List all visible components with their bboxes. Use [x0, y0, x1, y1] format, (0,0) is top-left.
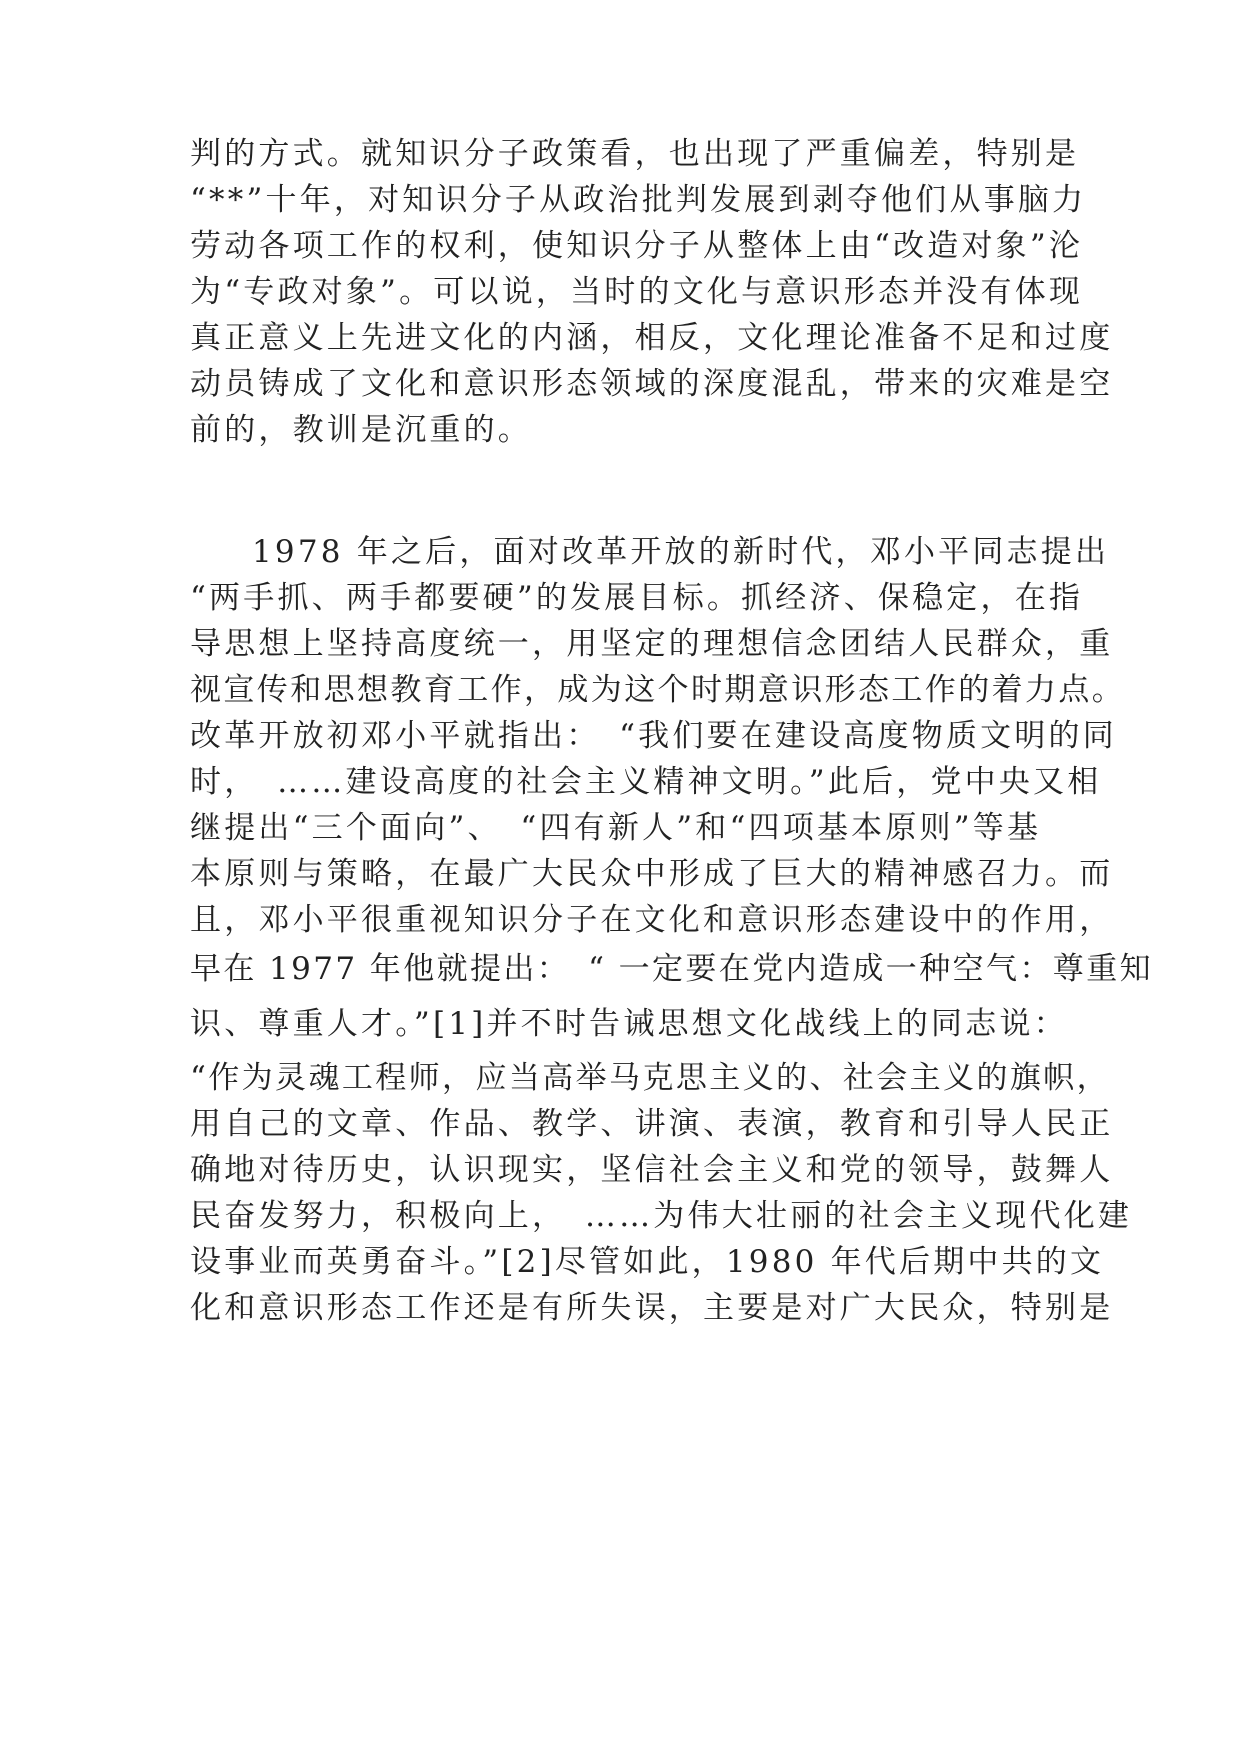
text-line: 劳动各项工作的权利，使知识分子从整体上由“改造对象”沦 [190, 228, 1084, 264]
text-line: 为“专政对象”。可以说，当时的文化与意识形态并没有体现 [190, 274, 1084, 310]
text-line: 时， ……建设高度的社会主义精神文明。”此后，党中央又相 [190, 764, 1102, 800]
text-line: 动员铸成了文化和意识形态领域的深度混乱，带来的灾难是空 [190, 366, 1114, 402]
text-line: “两手抓、两手都要硬”的发展目标。抓经济、保稳定，在指 [190, 580, 1084, 616]
text-line: 导思想上坚持高度统一，用坚定的理想信念团结人民群众，重 [190, 626, 1114, 662]
text-line: 确地对待历史，认识现实，坚信社会主义和党的领导，鼓舞人 [190, 1152, 1114, 1188]
text-line: 本原则与策略，在最广大民众中形成了巨大的精神感召力。而 [190, 856, 1114, 892]
text-line: 设事业而英勇奋斗。”[2]尽管如此，1980 年代后期中共的文 [190, 1244, 1105, 1280]
text-line: 真正意义上先进文化的内涵，相反，文化理论准备不足和过度 [190, 320, 1114, 356]
text-line: 改革开放初邓小平就指出： “我们要在建设高度物质文明的同 [190, 718, 1117, 754]
text-line: 早在 1977 年他就提出： “ 一定要在党内造成一种空气：尊重知 [190, 951, 1153, 987]
text-line: 继提出“三个面向”、 “四有新人”和“四项基本原则”等基 [190, 810, 1042, 846]
text-line: 民奋发努力，积极向上， ……为伟大壮丽的社会主义现代化建 [190, 1198, 1133, 1234]
text-line: 化和意识形态工作还是有所失误，主要是对广大民众，特别是 [190, 1290, 1114, 1326]
text-line: 且，邓小平很重视知识分子在文化和意识形态建设中的作用， [190, 902, 1114, 938]
text-line: 视宣传和思想教育工作，成为这个时期意识形态工作的着力点。 [190, 672, 1126, 708]
text-line: “作为灵魂工程师，应当高举马克思主义的、社会主义的旗帜， [190, 1060, 1111, 1096]
text-line: 前的，教训是沉重的。 [190, 412, 532, 448]
text-line: 判的方式。就知识分子政策看，也出现了严重偏差，特别是 [190, 136, 1080, 172]
text-line: 1978 年之后，面对改革开放的新时代，邓小平同志提出 [252, 534, 1110, 570]
text-line: 用自己的文章、作品、教学、讲演、表演，教育和引导人民正 [190, 1106, 1114, 1142]
text-line: “**”十年，对知识分子从政治批判发展到剥夺他们从事脑力 [190, 182, 1087, 218]
paragraph-1 [190, 131, 1114, 453]
text-line: 识、尊重人才。”[1]并不时告诫思想文化战线上的同志说： [190, 1006, 1068, 1042]
